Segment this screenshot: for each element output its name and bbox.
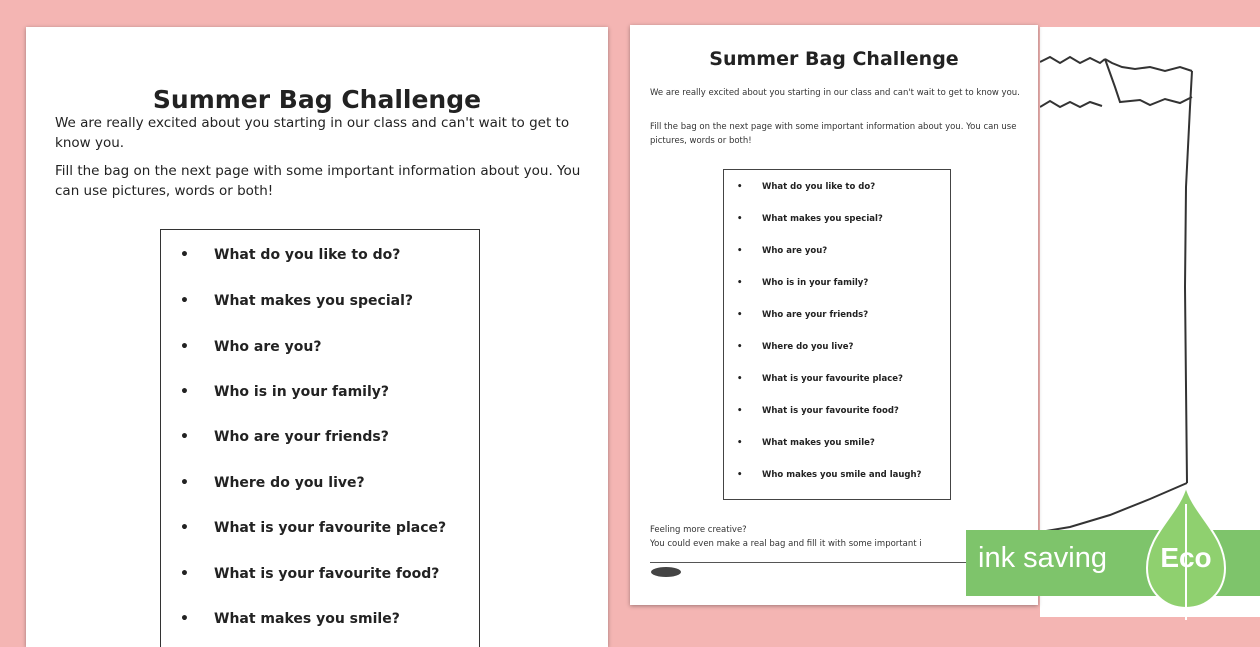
bullet: • [180,384,189,400]
question-text: Where do you live? [762,342,854,352]
bullet: • [180,566,189,582]
question-text: What makes you smile? [762,438,875,448]
bullet: • [737,182,743,192]
question-text: Who makes you smile and laugh? [762,470,922,480]
bullet: • [180,475,189,491]
question-text: What do you like to do? [762,182,876,192]
question-box [723,169,951,500]
bullet: • [180,339,189,355]
creative-prompt-heading: Feeling more creative? [650,525,747,535]
question-text: What is your favourite food? [214,566,440,582]
bullet: • [737,310,743,320]
question-text: What do you like to do? [214,247,401,263]
intro-paragraph-2: Fill the bag on the next page with some important information about you. You can use pictures, words or both! [650,122,1017,146]
worksheet-title: Summer Bag Challenge [709,48,959,70]
bullet: • [737,342,743,352]
eco-label: Eco [1160,542,1212,573]
question-text: Where do you live? [214,475,365,491]
ink-saving-label: ink saving [978,542,1107,574]
creative-prompt-text: You could even make a real bag and fill it with some important i [650,539,922,549]
question-text: What makes you special? [214,293,413,309]
question-text: What makes you smile? [214,611,400,627]
ink-saving-eco-badge [966,530,1260,596]
bullet: • [180,247,189,263]
intro-paragraph-2: Fill the bag on the next page with some important information about you. You can use pictures, words or both! [55,163,581,199]
worksheet-page-small [630,25,1038,605]
question-text: Who is in your family? [762,278,869,288]
question-text: Who are your friends? [214,429,389,445]
bullet: • [737,438,743,448]
question-text: Who are you? [214,339,322,355]
bullet: • [737,246,743,256]
publisher-logo [650,566,682,578]
question-text: What is your favourite food? [762,406,899,416]
footer-divider [650,562,1000,563]
bullet: • [737,214,743,224]
bullet: • [180,611,189,627]
bullet: • [180,293,189,309]
question-text: What makes you special? [762,214,883,224]
intro-paragraph-1: We are really excited about you starting in our class and can't wait to get to know you. [650,88,1020,98]
bullet: • [737,374,743,384]
question-text: Who is in your family? [214,384,390,400]
question-text: What is your favourite place? [762,374,903,384]
bullet: • [737,278,743,288]
question-text: Who are you? [762,246,828,256]
bullet: • [737,470,743,480]
worksheet-page-large [26,27,608,647]
intro-paragraph-1: We are really excited about you starting in our class and can't wait to get to know you. [55,115,570,151]
bullet: • [180,520,189,536]
bullet: • [737,406,743,416]
worksheet-title: Summer Bag Challenge [152,85,482,114]
bullet: • [180,429,189,445]
question-text: What is your favourite place? [214,520,447,536]
question-box [160,229,480,647]
question-text: Who are your friends? [762,310,869,320]
